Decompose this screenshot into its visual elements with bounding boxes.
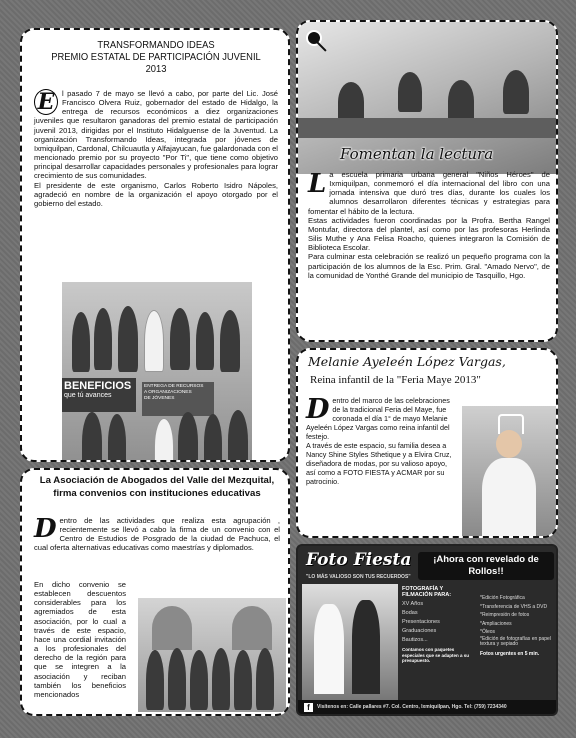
- queen-article: [296, 348, 558, 538]
- award-body: [34, 89, 278, 208]
- ad-extra-item: *Transferencia de VHS a DVD: [480, 603, 548, 610]
- person-figure: [196, 312, 214, 370]
- lawyers-article: [20, 468, 290, 716]
- queen-paragraph-2: A través de este espacio, su familia desea a Nancy Shine Styles Sthetique y a Elvira Cruz, diseñadora de modas, por su valioso apoyo, así como a FOTO FIESTA y ACMAR por su patrocinio.: [306, 441, 452, 486]
- person-figure: [108, 414, 126, 462]
- award-board-line-3: DE JÓVENES: [144, 396, 175, 401]
- award-banner: [62, 378, 136, 412]
- person-figure: [178, 412, 198, 462]
- reading-paragraph-3: Para culminar esta celebración se realizó un pequeño programa con la participación de los alumnos de la Esc. Prim. Gral. "Amado Nervo", de la comunidad de Yonthé Grande del municipio de Tasquillo, Hgo.: [308, 252, 550, 280]
- student-figure: [398, 72, 422, 112]
- person-figure: [234, 650, 252, 710]
- ad-tagline: "LO MÁS VALIOSO SON TUS RECUERDOS": [306, 574, 411, 580]
- award-article: [20, 28, 290, 462]
- award-title-line-2: PREMIO ESTATAL DE PARTICIPACIÓN JUVENIL 2013: [51, 52, 261, 75]
- person-figure: [212, 648, 230, 710]
- ad-address: Visítenos en: Calle pallares #7. Col. Centro, Ixmiquilpan, Hgo. Tel: (759) 7234340: [317, 704, 507, 710]
- ad-note: Contamos con paquetes especiales que se adapten a su presupuesto.: [402, 647, 470, 663]
- person-figure: [82, 412, 102, 462]
- ad-extra-item: *Reimpresión de fotos: [480, 612, 530, 618]
- person-figure: [118, 306, 138, 372]
- award-board-line-1: ENTREGA DE RECURSOS: [144, 384, 204, 389]
- person-figure: [154, 418, 174, 462]
- lawyers-drop-letter: D: [34, 514, 57, 544]
- window-arch: [232, 606, 272, 650]
- bride-figure: [314, 604, 344, 694]
- foto-fiesta-ad: [296, 544, 558, 716]
- lawyers-title-line-2: firma convenios con instituciones educativas: [53, 488, 261, 499]
- award-banner-line-2: que tú avances: [64, 392, 112, 399]
- reading-body: [308, 170, 550, 280]
- person-figure: [146, 650, 164, 710]
- award-photo: [62, 282, 252, 462]
- ad-extra-item: *Edición de fotografías en papel textura y sepiado: [480, 635, 551, 647]
- person-figure: [144, 310, 164, 372]
- facebook-icon: f: [304, 703, 313, 712]
- award-drop-letter: E: [34, 89, 58, 115]
- ad-urgent: Fotos urgentes en 5 min.: [480, 650, 540, 657]
- student-figure: [448, 80, 474, 122]
- reading-paragraph-2: Estas actividades fueron coordinadas por la Profra. Bertha Rangel Montufar, directora del plantel, así como por las profesoras Herlinda Silis Muthe y Ana Felisa Roacho, quienes integraron la Comisión de Biblioteca Escolar.: [308, 215, 550, 253]
- ad-services-heading-2: FILMACIÓN PARA:: [402, 592, 452, 598]
- ad-service-item: Bodas: [402, 610, 418, 616]
- award-paragraph-2: El presidente de este organismo, Carlos Roberto Isidro Nápoles, agradeció en nombre de la organización el apoyo otorgado por el gobierno del estado.: [34, 180, 278, 208]
- ad-services: [402, 586, 476, 664]
- queen-body: [306, 396, 458, 486]
- award-title-line-1: TRANSFORMANDO IDEAS: [97, 40, 215, 51]
- queen-drop-letter: D: [306, 394, 330, 425]
- person-figure: [190, 650, 208, 710]
- person-figure: [228, 410, 248, 462]
- reading-paragraph-1: a escuela primaria urbana general "Niños Héroes" de Ixmiquilpan, conmemoró el día internacional del libro con una jornada intensiva que duró tres días, durante los cuales los alumnos desarrollaron diferentes técnicas y estrategias para fomentar el hábito de la lectura.: [308, 170, 550, 216]
- ad-service-item: Presentaciones: [402, 619, 440, 625]
- award-board: [142, 382, 214, 416]
- ad-services-heading-1: FOTOGRAFÍA Y: [402, 586, 444, 592]
- groom-figure: [352, 600, 380, 694]
- queen-paragraph-1: entro del marco de las celebraciones de la tradicional Feria del Maye, fue coronada el día 1° de mayo Melanie Ayeleén López Vargas como reina infantil del festejo.: [306, 396, 450, 441]
- queen-name: Melanie Ayeleén López Vargas,: [308, 354, 506, 369]
- award-title: [44, 40, 268, 76]
- person-figure: [72, 312, 90, 372]
- person-figure: [168, 648, 186, 710]
- ad-extra-item: *Ampliaciones: [480, 620, 512, 627]
- queen-dress: [482, 458, 536, 536]
- ad-extra-item: *Edición Fotográfica: [480, 595, 525, 601]
- lawyers-photo: [138, 598, 286, 712]
- reading-drop-letter: L: [308, 169, 327, 199]
- reading-heading: Fomentan la lectura: [340, 145, 494, 163]
- window-arch: [152, 606, 192, 650]
- person-figure: [256, 648, 274, 710]
- ad-extras: [480, 594, 556, 658]
- lawyers-title: [22, 474, 290, 500]
- queen-face: [496, 430, 522, 458]
- ad-service-item: Graduaciones: [402, 628, 437, 634]
- reading-article: [296, 20, 558, 342]
- person-figure: [94, 308, 112, 370]
- ad-photo-couple: [302, 584, 398, 700]
- ad-brand: Foto Fiesta: [306, 550, 412, 570]
- ad-service-item: XV Años: [402, 601, 424, 607]
- ad-address-bar: [298, 700, 558, 714]
- person-figure: [220, 310, 240, 372]
- desk-row: [298, 118, 558, 138]
- ad-promo: ¡Ahora con revelado de Rollos!!: [418, 552, 554, 580]
- student-figure: [503, 70, 529, 114]
- award-paragraph-1: l pasado 7 de mayo se llevó a cabo, por parte del Lic. José Francisco Olvera Ruiz, gobernador del estado de Hidalgo, la entrega de recursos económicos a diez organizaciones juveniles que resultaron ganadoras del premio estatal de participación juvenil 2013, dirigidas por el Instituto Hidalguense de la Juventud. La organización Transformando Ideas, integrada por jóvenes de Ixmiquilpan, Cardonal, Chilcuautla y Alfajayucan, fue galardonada con el mencionado premio por su proyecto "Por Ti", que tiene como objetivo principal desarrollar capacidades personales y profesionales para lograr crecimiento de sus comunidades.: [34, 89, 278, 181]
- ad-extra-item: *Óleos: [480, 629, 496, 635]
- person-figure: [170, 308, 190, 370]
- lawyers-paragraph-2: En dicho convenio se establecen descuentos considerables para los agremiados de esta asociación, por lo cual a través de este espacio, hace una cordial invitación a los profesionales del derecho de la región para que se integren a la asociación y reciban también los beneficios mencionados: [34, 580, 126, 699]
- queen-subtitle: Reina infantil de la "Feria Maye 2013": [310, 374, 481, 386]
- lawyers-paragraph-1: entro de las actividades que realiza esta agrupación , recientemente se llevó a cabo la firma de un convenio con el Centro de Estudios de Posgrado de la ciudad de Pachuca, el cual oferta alternativas educativas como maestrías y diplomados.: [34, 516, 280, 553]
- student-figure: [338, 82, 364, 122]
- person-figure: [204, 414, 222, 462]
- lawyers-body-1: [34, 516, 280, 553]
- award-banner-line-1: BENEFICIOS: [64, 380, 132, 392]
- lawyers-title-line-1: La Asociación de Abogados del Valle del Mezquital,: [39, 475, 275, 486]
- pin-needle-icon: [315, 40, 326, 51]
- award-board-line-2: A ORGANIZACIONES: [144, 390, 192, 395]
- queen-photo: [462, 406, 556, 536]
- ad-service-item: Bautizos...: [402, 637, 428, 643]
